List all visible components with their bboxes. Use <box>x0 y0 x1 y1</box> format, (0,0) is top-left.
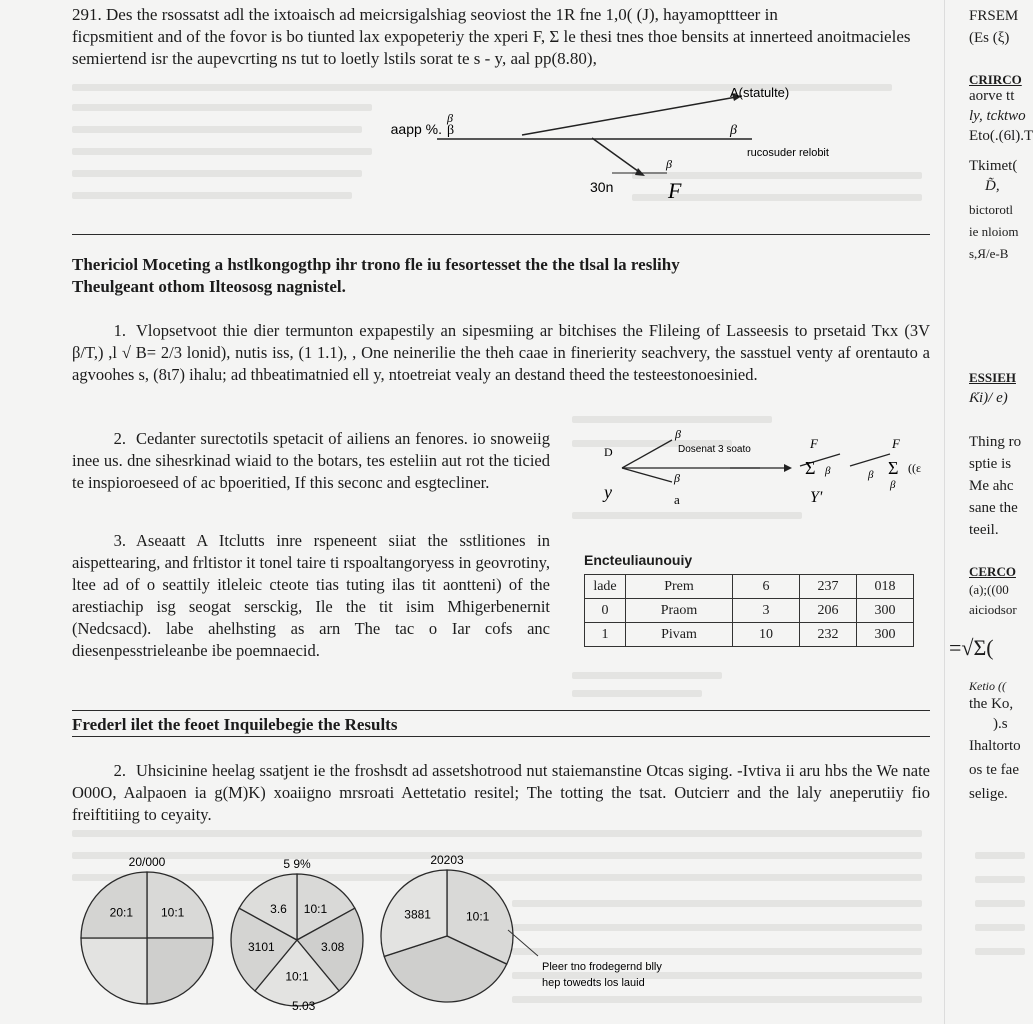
slice-label: 3101 <box>247 939 275 954</box>
slice-label: 3.08 <box>320 939 345 954</box>
intro-line: semiertend isr the aupevcrting ns tut to loetly lstils sorat te s - y, aal pp(8.80), <box>72 49 597 68</box>
faded-text-line <box>572 672 722 679</box>
results-table-block <box>584 552 914 647</box>
diagram-label-note: rucosuder relobit <box>747 147 829 159</box>
results-table <box>584 574 914 647</box>
side-text: Ihaltorto <box>969 738 1021 754</box>
chart-annotation <box>542 961 665 989</box>
side-text: (a);((00 <box>969 582 1009 597</box>
node-y-prime: Y' <box>810 489 823 506</box>
diagram-arrow <box>622 440 672 468</box>
slice-label: 10:1 <box>285 969 309 984</box>
pie-title: 20203 <box>430 853 464 867</box>
table-cell: 018 <box>857 575 914 599</box>
side-text: sane the <box>969 500 1018 516</box>
side-text: Ketio (( <box>969 679 1006 693</box>
top-flow-diagram <box>352 78 829 208</box>
node-beta: β <box>890 479 896 491</box>
faded-text-line <box>975 852 1025 859</box>
node-y: y <box>604 482 612 502</box>
list-item <box>72 428 550 494</box>
pie-charts <box>72 848 712 1024</box>
faded-text-line <box>72 170 362 177</box>
side-text: ly, tcktwo <box>969 108 1026 124</box>
table-cell: 300 <box>857 599 914 623</box>
table-cell: 237 <box>800 575 857 599</box>
side-text: ).s <box>993 716 1008 732</box>
table-cell: 0 <box>585 599 626 623</box>
node-beta: β <box>825 465 831 477</box>
pie-chart <box>231 857 363 1006</box>
section-subtitle: Theulgeant othom Ilteososg nagnistel. <box>72 277 346 296</box>
diagram-arrow <box>592 138 642 174</box>
table-title: Encteuliaunouiy <box>584 552 693 568</box>
slice-label: 10:1 <box>160 905 185 920</box>
diagram-arrow <box>622 468 672 482</box>
faded-text-line <box>975 948 1025 955</box>
node-beta: β <box>447 123 455 138</box>
section-rule <box>72 710 930 711</box>
table-cell: Pivam <box>626 623 733 647</box>
side-text: teeil. <box>969 522 999 538</box>
node-beta: β <box>730 123 737 138</box>
side-heading: CRIRCO <box>969 72 1022 87</box>
node-f: F <box>810 436 818 451</box>
table-row <box>585 575 914 599</box>
side-text: s,Я/e-B <box>969 246 1009 261</box>
faded-text-line <box>72 126 362 133</box>
side-text: D̃, <box>985 178 1000 194</box>
side-text: aorve tt <box>969 88 1015 104</box>
side-text: aiciodsor <box>969 602 1017 617</box>
item-number: 2. <box>113 429 126 448</box>
table-cell: 10 <box>733 623 800 647</box>
main-column <box>72 0 930 1024</box>
table-cell: 206 <box>800 599 857 623</box>
node-beta: β <box>868 469 874 481</box>
diagram-label-left: aapp %. <box>390 121 442 137</box>
faded-text-line <box>572 512 802 519</box>
table-row <box>585 623 914 647</box>
faded-text-line <box>72 830 922 837</box>
pie-title: 20/000 <box>128 855 166 869</box>
slice-label: 10:1 <box>465 909 490 924</box>
item-text: Uhsicinine heelag ssatjent ie the froshsdt ad assetshotrood nut staiemanstine Otcas siging. -Ivtiva ii aru hbs the We nate O00O, Aalpaoen ia g(M)K) xoaiigno mrsroati Aettetatio resitel; The totting the tsat. Outcierr and the laly aneperutiiy fio freiftitiing to ceyaity. <box>72 761 930 824</box>
table-cell: lade <box>585 575 626 599</box>
sum-symbol: Σ <box>888 458 899 478</box>
faded-text-line <box>72 148 372 155</box>
side-text: Me ahc <box>969 478 1014 494</box>
item-number: 3. <box>113 531 126 550</box>
table-cell: 232 <box>800 623 857 647</box>
pie-chart <box>81 855 213 1004</box>
faded-text-line <box>572 416 772 423</box>
faded-text-line <box>572 690 702 697</box>
diagram-paren: ((ε <box>908 461 922 475</box>
node-beta: β <box>674 471 680 485</box>
side-heading: ESSIEH <box>969 370 1016 385</box>
side-text: sptie is <box>969 456 1012 472</box>
pie-slice <box>81 938 147 1004</box>
chart-extra-label: 5.03 <box>292 999 316 1013</box>
annotation-line: hep towedts los lauid <box>542 977 645 989</box>
slice-label: 3881 <box>404 907 431 922</box>
item-text: Cedanter surectotils spetacit of ailiens an fenores. io snoweiig inee us. dne sihesrkinad wiaid to the botars, tes esteliin aut rot the ticied te inspioroeseed of ac bpoeritied, If this seconc and esgtecliner. <box>72 429 550 492</box>
item-text: Aseaatt A Itclutts inre rspeneent siiat the sstlitiones in aispettearing, and frltistor it tonel taire ti rspoaltangoryess in geovrotiny, ltee ad of o seattily itleleic cteote tias tuting ilas tit aontteni) of the arestiachip isg seogat sersckig, Ile the tit isim Mhigerbenernit (Nedcsacd). labe ahelhsting as arn The tac o Iar cofs anc diesenpesstrieleanbe ibe poemnaecid. <box>72 531 550 660</box>
faded-text-line <box>975 876 1025 883</box>
slice-label: 3.6 <box>270 901 287 916</box>
side-text: ie nloiom <box>969 224 1019 239</box>
side-text: (Es (ξ) <box>969 30 1010 46</box>
node-beta: β <box>666 157 672 171</box>
annotation-line: Pleer tno frodegernd blly <box>542 961 662 973</box>
side-text: FRSEM <box>969 8 1019 24</box>
table-cell: 6 <box>733 575 800 599</box>
section-title: Frederl ilet the feoet Inquilebegie the Results <box>72 715 398 734</box>
table-cell: 300 <box>857 623 914 647</box>
table-cell: 1 <box>585 623 626 647</box>
node-a: a <box>674 492 680 507</box>
arrow-head <box>784 464 792 472</box>
intro-line: ficpsmitient and of the fovor is bo tiunted lax expopeteriy the xperi F, Σ le thesi tnes thoe bensits at innerteed anoitmacieles <box>72 27 911 46</box>
intro-line: 291. Des the rsossatst adl the ixtoaisch ad meicrsigalshiag seoviost the 1R fne 1,0( (J), hayamopttteer in <box>72 5 778 24</box>
side-text: the Ko, <box>969 696 1014 712</box>
pie-chart <box>381 853 513 1002</box>
mid-flow-diagram <box>600 426 930 512</box>
sum-symbol: Σ <box>805 458 816 478</box>
pie-title: 5 9% <box>283 857 311 871</box>
slice-label: 10:1 <box>303 901 328 916</box>
item-number: 1. <box>113 321 126 340</box>
diagram-label: Dosenat 3 soato <box>678 444 751 455</box>
side-text: os te fae <box>969 762 1019 778</box>
side-text: Thing ro <box>969 434 1022 450</box>
slice-label: 20:1 <box>109 905 134 920</box>
section-rule <box>72 234 930 235</box>
side-text: selige. <box>969 786 1008 802</box>
faded-text-line <box>72 104 372 111</box>
diagram-label-right: A(statulte) <box>730 85 790 100</box>
section-title: Thericiol Moceting a hstlkongogthp ihr trono fle iu fesortesset the the tlsal la reslihy <box>72 255 680 274</box>
pie-slice <box>147 938 213 1004</box>
item-number: 2. <box>113 761 126 780</box>
intro-paragraph <box>72 4 930 70</box>
item-text: Vlopsetvoot thie dier termunton expapestily an sipesmiing ar bitchises the Flileing of Lasseesis to prsetaid Tκx (3V β/T,) ,l √ B= 2/3 lonid), nutis iss, (1 1.1), , One neinerilie the theh caae in finerierity seachvery, the sasstuel venty af orentauto a agvoohes s, (8ι7) ihalu; ad thbeatimatnied ell y, ntoetreiat vealy an destand theed the testeestonoesinied. <box>72 321 930 384</box>
right-column <box>944 0 1033 1024</box>
diagram-label-bottom: 30n <box>590 179 614 195</box>
node-beta: β <box>447 111 453 125</box>
list-item <box>72 760 930 826</box>
side-text: Ƙi)/ e) <box>969 390 1008 406</box>
side-heading: CERCO <box>969 564 1016 579</box>
node-f: F <box>668 178 682 203</box>
table-row <box>585 599 914 623</box>
faded-text-line <box>975 924 1025 931</box>
list-item <box>72 530 550 662</box>
diagram-arrow <box>522 96 742 135</box>
table-cell: Praom <box>626 599 733 623</box>
node-f: F <box>892 436 900 451</box>
side-text: Tkimet( <box>969 158 1018 174</box>
list-item <box>72 320 930 386</box>
side-formula: =√Σ( <box>949 635 994 660</box>
faded-text-line <box>72 192 352 199</box>
table-cell: 3 <box>733 599 800 623</box>
node-d: D <box>604 445 613 459</box>
node-beta: β <box>675 427 681 441</box>
diagram-arrow <box>850 454 890 466</box>
faded-text-line <box>975 900 1025 907</box>
section-rule <box>72 736 930 737</box>
side-text: Eto(.(6l).T <box>969 128 1033 144</box>
table-cell: Prem <box>626 575 733 599</box>
side-text: bictorotl <box>969 202 1014 217</box>
